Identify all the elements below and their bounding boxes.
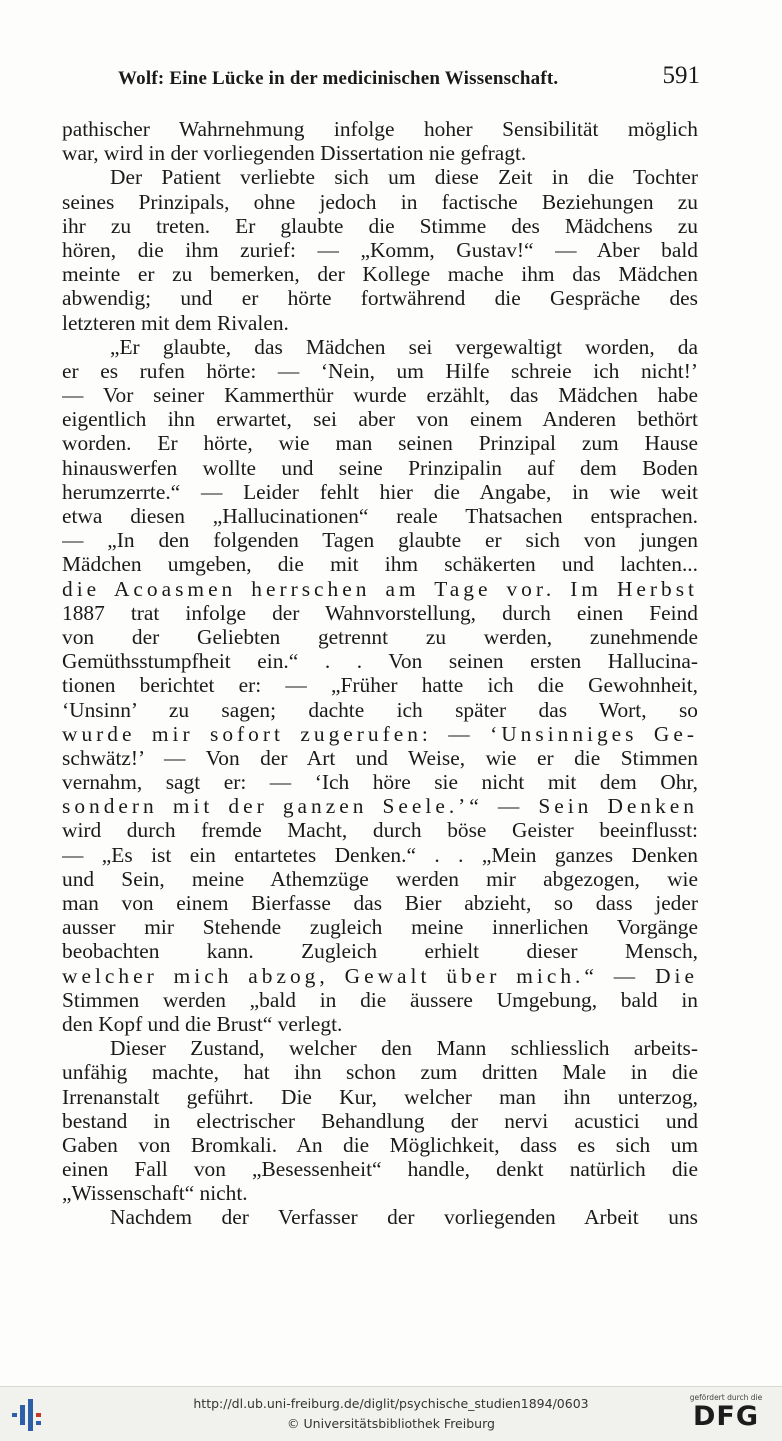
- text-line: vernahm, sagt er: — ‘Ich höre sie nicht mit dem Ohr,: [62, 770, 698, 795]
- text-line: seines Prinzipals, ohne jedoch in factische Beziehungen zu: [62, 189, 698, 214]
- dfg-caption: gefördert durch die: [689, 1393, 763, 1402]
- text-line: pathischer Wahrnehmung infolge hoher Sensibilität möglich: [62, 117, 698, 141]
- page-number: 591: [662, 62, 700, 89]
- text-line: Stimmen werden „bald in die äussere Umgebung, bald in: [62, 987, 698, 1012]
- text-line: von der Geliebten getrennt zu werden, zunehmende: [62, 624, 698, 649]
- permalink-link[interactable]: http://dl.ub.uni-freiburg.de/diglit/psychische_studien1894/0603: [193, 1396, 589, 1411]
- text-line: Gemüthsstumpfheit ein.“ . . Von seinen ersten Hallucina-: [62, 649, 698, 674]
- text-line: wird durch fremde Macht, durch böse Geister beeinflusst:: [62, 818, 698, 843]
- dfg-logo-text: DFG: [692, 1401, 760, 1432]
- text-line: die Acoasmen herrschen am Tage vor. Im Herbst: [62, 576, 698, 601]
- text-line: Mädchen umgeben, die mit ihm schäkerten und lachten...: [62, 552, 698, 577]
- copyright-notice: © Universitätsbibliothek Freiburg: [287, 1416, 495, 1431]
- text-line: beobachten kann. Zugleich erhielt dieser Mensch,: [62, 939, 698, 964]
- text-line: hören, die ihm zurief: — „Komm, Gustav!“ — Aber bald: [62, 237, 698, 262]
- text-line: etwa diesen „Hallucinationen“ reale Thatsachen entsprachen.: [62, 504, 698, 528]
- text-line: „Wissenschaft“ nicht.: [62, 1181, 248, 1206]
- text-line: Irrenanstalt geführt. Die Kur, welcher man ihn unterzog,: [62, 1084, 698, 1109]
- text-line: „Er glaubte, das Mädchen sei vergewaltigt worden, da: [110, 334, 698, 359]
- text-line: 1887 trat infolge der Wahnvorstellung, durch einen Feind: [62, 600, 698, 625]
- text-line: schwätz!’ — Von der Art und Weise, wie er die Stimmen: [62, 745, 698, 770]
- dfg-logo: [684, 1393, 768, 1437]
- text-line: herumzerrte.“ — Leider fehlt hier die Angabe, in wie weit: [62, 479, 698, 504]
- text-line: letzteren mit dem Rivalen.: [62, 310, 289, 335]
- text-line: Nachdem der Verfasser der vorliegenden Arbeit uns: [110, 1205, 698, 1230]
- text-line: — Vor seiner Kammerthür wurde erzählt, das Mädchen habe: [62, 383, 698, 408]
- text-line: einen Fall von „Besessenheit“ handle, denkt natürlich die: [62, 1157, 698, 1182]
- text-line: er es rufen hörte: — ‘Nein, um Hilfe schreie ich nicht!’: [62, 358, 698, 383]
- running-head: [118, 62, 700, 96]
- text-line: man von einem Bierfasse das Bier abzieht, so dass jeder: [62, 891, 698, 915]
- text-line: ausser mir Stehende zugleich meine innerlichen Vorgänge: [62, 915, 698, 940]
- running-title: Wolf: Eine Lücke in der medicinischen Wissenschaft.: [118, 68, 559, 89]
- text-line: abwendig; und er hörte fortwährend die Gespräche des: [62, 286, 698, 311]
- text-line: — „Es ist ein entartetes Denken.“ . . „Mein ganzes Denken: [62, 842, 698, 867]
- text-line: bestand in electrischer Behandlung der nervi acustici und: [62, 1108, 698, 1133]
- text-line: tionen berichtet er: — „Früher hatte ich die Gewohnheit,: [62, 673, 698, 698]
- text-line: ‘Unsinn’ zu sagen; dachte ich später das Wort, so: [62, 697, 698, 722]
- text-line: ihr zu treten. Er glaubte die Stimme des Mädchens zu: [62, 213, 698, 238]
- text-line: Gaben von Bromkali. An die Möglichkeit, dass es sich um: [62, 1132, 698, 1157]
- text-line: — „In den folgenden Tagen glaubte er sich von jungen: [62, 528, 698, 553]
- text-line: eigentlich ihn erwartet, sei aber von einem Anderen bethört: [62, 407, 698, 432]
- text-line: Dieser Zustand, welcher den Mann schliesslich arbeits-: [110, 1036, 698, 1061]
- body-text: [62, 117, 698, 1230]
- text-line: sondern mit der ganzen Seele.’“ — Sein Denken: [62, 794, 698, 819]
- text-line: unfähig machte, hat ihn schon zum dritten Male in die: [62, 1060, 698, 1085]
- text-line: hinauswerfen wollte und seine Prinzipalin auf dem Boden: [62, 455, 698, 480]
- text-line: Der Patient verliebte sich um diese Zeit in die Tochter: [110, 165, 698, 190]
- text-line: meinte er zu bemerken, der Kollege mache ihm das Mädchen: [62, 262, 698, 287]
- text-line: und Sein, meine Athemzüge werden mir abgezogen, wie: [62, 866, 698, 891]
- text-line: den Kopf und die Brust“ verlegt.: [62, 1011, 343, 1036]
- text-line: worden. Er hörte, wie man seinen Prinzipal zum Hause: [62, 431, 698, 456]
- viewer-footer: [0, 1386, 782, 1441]
- text-line: wurde mir sofort zugerufen: — ‘Unsinniges Ge-: [62, 721, 698, 746]
- text-line: welcher mich abzog, Gewalt über mich.“ — Die: [62, 963, 698, 988]
- text-line: war, wird in der vorliegenden Dissertation nie gefragt.: [62, 141, 527, 166]
